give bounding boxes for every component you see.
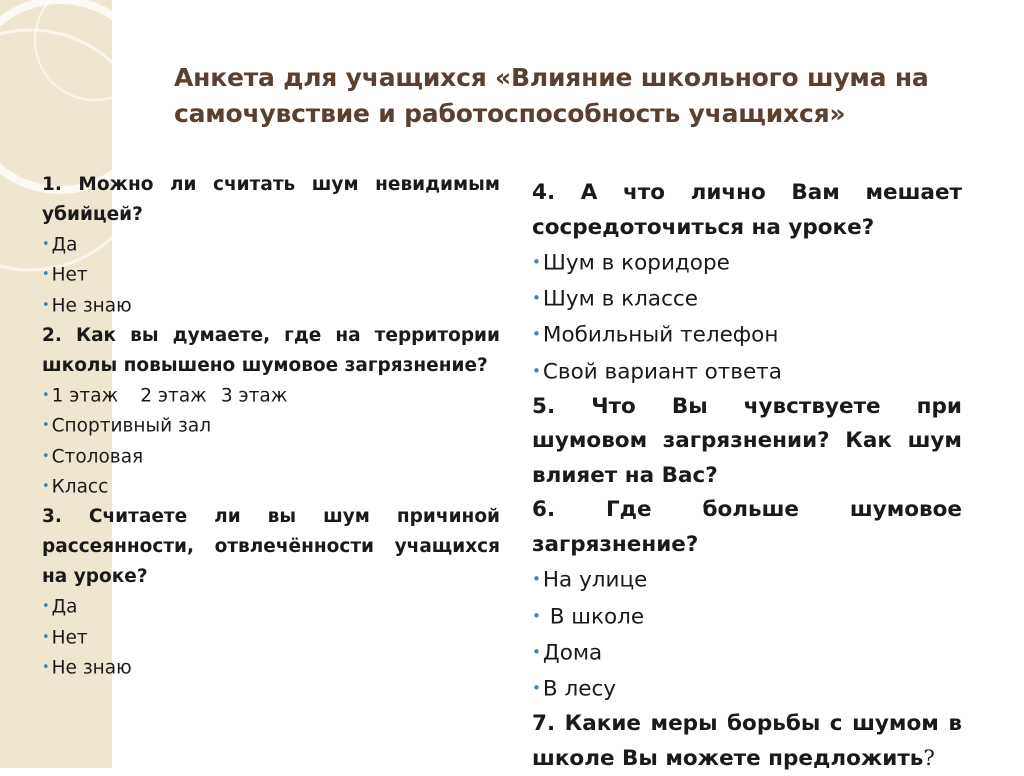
bullet-icon: • xyxy=(42,237,50,252)
slide-title: Анкета для учащихся «Влияние школьного шума на самочувствие и работоспособность учащихся» xyxy=(174,63,929,128)
bullet-icon: • xyxy=(532,606,541,625)
question-5: 5. Что Вы чувствуете при шумовом загрязнении? Как шум влияет на Вас? xyxy=(532,393,962,488)
bullet-icon: • xyxy=(532,289,541,308)
q3-option-3: • Не знаю xyxy=(42,657,132,679)
bullet-icon: • xyxy=(42,599,50,615)
right-column xyxy=(532,176,962,776)
bullet-icon: • xyxy=(532,570,541,589)
q4-option-3: •Мобильный телефон xyxy=(532,323,779,349)
q6-option-1: •На улице xyxy=(532,568,648,594)
bullet-icon: • xyxy=(532,361,541,380)
bullet-icon: • xyxy=(42,448,50,464)
question-4: 4. А что лично Вам мешает сосредоточиться на уроке? xyxy=(532,180,962,240)
question-mark: ? xyxy=(923,745,935,771)
q3-option-1: • Да xyxy=(42,596,78,618)
bullet-icon: • xyxy=(42,387,50,403)
bullet-icon: • xyxy=(42,659,50,675)
bullet-icon: • xyxy=(42,267,50,283)
q6-option-4: •В лесу xyxy=(532,676,616,702)
q2-option-2: • Столовая xyxy=(42,445,144,467)
q1-option-3: • Не знаю xyxy=(42,294,132,316)
left-column xyxy=(42,170,500,683)
bullet-icon: • xyxy=(532,642,541,661)
q6-option-2: • В школе xyxy=(532,604,645,630)
bullet-icon: • xyxy=(532,253,541,271)
q4-option-4: •Свой вариант ответа xyxy=(532,359,782,385)
q4-option-1: •Шум в коридоре xyxy=(532,250,730,276)
q3-option-2: • Нет xyxy=(42,626,88,648)
bullet-icon: • xyxy=(42,478,50,494)
q2-floor-options: • 1 этаж 2 этаж 3 этаж xyxy=(42,385,288,407)
q1-option-1: • Да xyxy=(42,234,78,256)
bullet-icon: • xyxy=(532,325,541,344)
question-7: 7. Какие меры борьбы с шумом в школе Вы можете предложить? xyxy=(532,711,962,771)
question-6: 6. Где больше шумовое загрязнение? xyxy=(532,497,962,557)
q2-option-3: • Класс xyxy=(42,476,109,498)
q4-option-2: •Шум в классе xyxy=(532,286,698,312)
question-2: 2. Как вы думаете, где на территории школы повышено шумовое загрязнение? xyxy=(42,324,500,376)
q1-option-2: • Нет xyxy=(42,264,88,286)
bullet-icon: • xyxy=(42,629,50,645)
bullet-icon: • xyxy=(42,297,50,313)
question-1: 1. Можно ли считать шум невидимым убийцей? xyxy=(42,174,500,225)
question-3: 3. Считаете ли вы шум причиной рассеянности, отвлечённости учащихся на уроке? xyxy=(42,506,500,588)
bullet-icon: • xyxy=(532,678,541,697)
bullet-icon: • xyxy=(42,418,50,434)
q2-option-1: • Спортивный зал xyxy=(42,415,212,437)
q6-option-3: •Дома xyxy=(532,640,603,666)
